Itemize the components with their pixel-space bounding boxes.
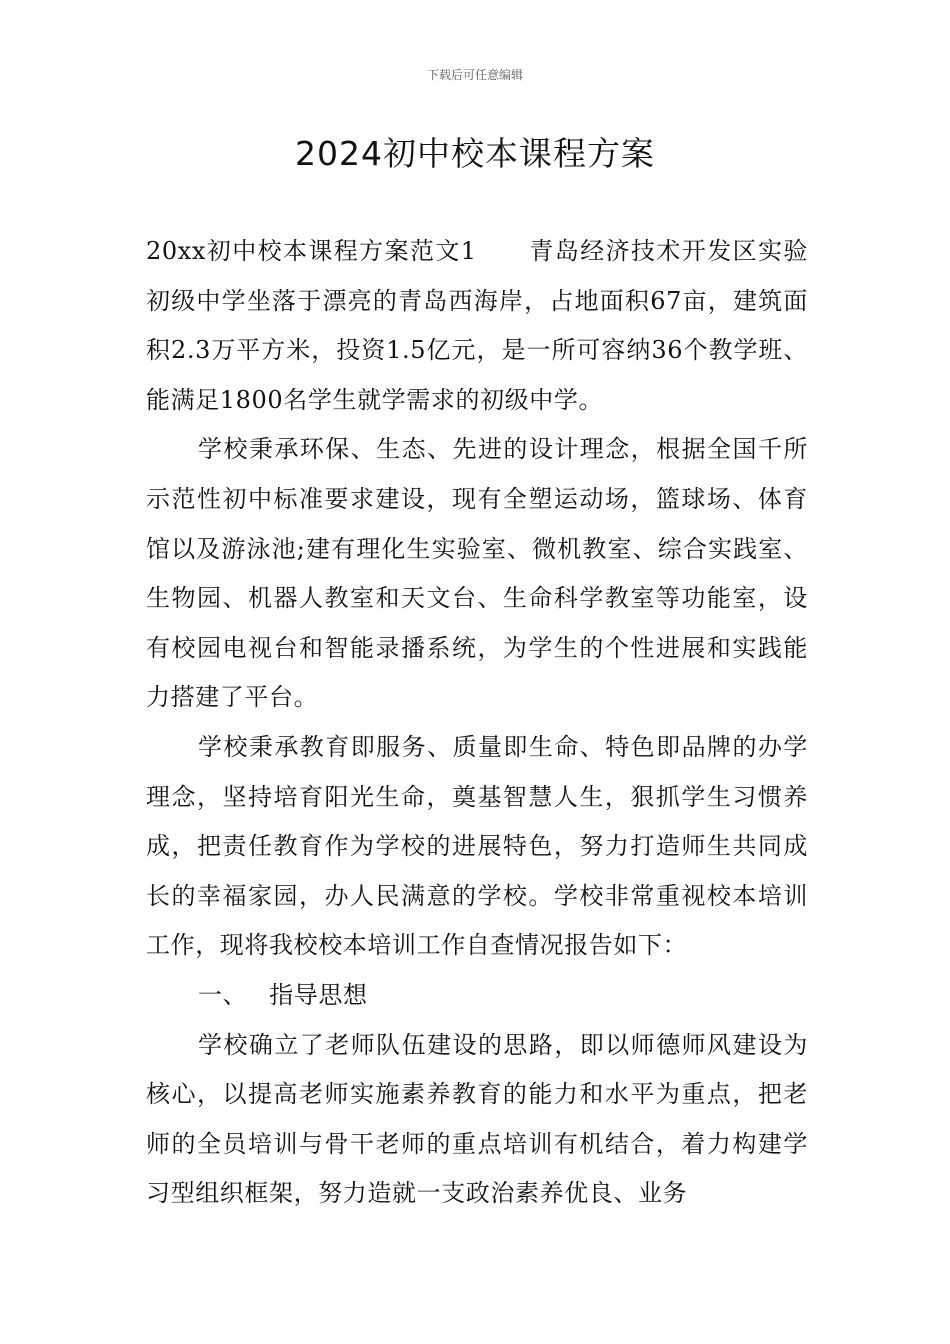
- intro-paragraph: [146, 227, 808, 425]
- intro-text: 青岛经济技术开发区实验初级中学坐落于漂亮的青岛西海岸，占地面积67亩，建筑面积2.3万平方米，投资1.5亿元，是一所可容纳36个教学班、能满足1800名学生就学需求的初级中学。: [146, 237, 808, 414]
- section-heading-number: 一、: [198, 980, 248, 1009]
- section-heading-label: 指导思想: [269, 980, 368, 1009]
- body-paragraph-guiding-idea: 学校确立了老师队伍建设的思路，即以师德师风建设为核心，以提高老师实施素养教育的能力和水平为重点，把老师的全员培训与骨干老师的重点培训有机结合，着力构建学习型组织框架，努力造就一支政治素养优良、业务: [146, 1030, 808, 1208]
- body-paragraph-facilities: 学校秉承环保、生态、先进的设计理念，根据全国千所示范性初中标准要求建设，现有全塑运动场，篮球场、体育馆以及游泳池;建有理化生实验室、微机教室、综合实践室、生物园、机器人教室和天文台、生命科学教室等功能室，设有校园电视台和智能录播系统，为学生的个性进展和实践能力搭建了平台。: [146, 435, 808, 712]
- document-body: [146, 227, 808, 1219]
- body-paragraph-philosophy: 学校秉承教育即服务、质量即生命、特色即品牌的办学理念，坚持培育阳光生命，奠基智慧人生，狠抓学生习惯养成，把责任教育作为学校的进展特色，努力打造师生共同成长的幸福家园，办人民满意的学校。学校非常重视校本培训工作，现将我校校本培训工作自查情况报告如下：: [146, 732, 808, 960]
- intro-lead: 20xx初中校本课程方案范文1: [146, 237, 477, 265]
- section-heading: [146, 971, 808, 1021]
- header-note: 下载后可任意编辑: [426, 68, 523, 82]
- document-title: 2024初中校本课程方案: [295, 134, 655, 173]
